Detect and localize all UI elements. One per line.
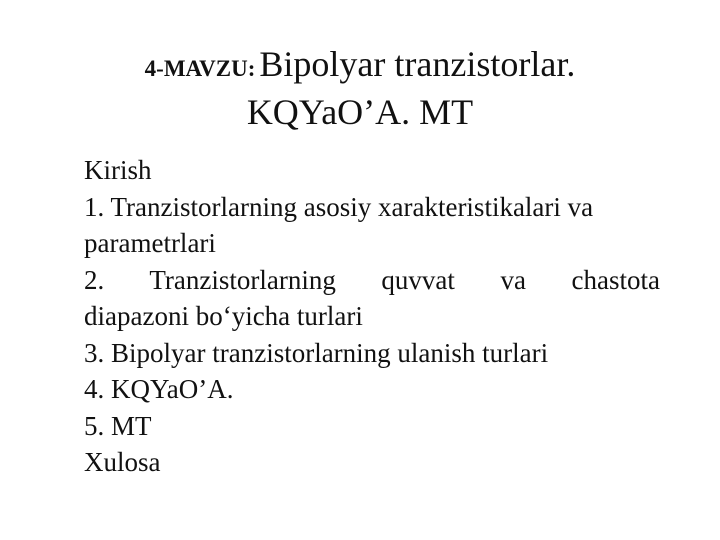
- slide-content: [84, 152, 660, 481]
- title-prefix: 4-MAVZU:: [144, 56, 256, 81]
- intro-item: Kirish: [84, 155, 152, 185]
- list-item-1-line-2: parametrlari: [84, 228, 216, 258]
- title-main: Bipolyar tranzistorlar.: [259, 44, 576, 84]
- slide-title: [0, 44, 720, 132]
- title-line-1: [0, 44, 720, 92]
- title-line-2: KQYaO’A. MT: [246, 92, 474, 132]
- list-item-2-line-1: 2. Tranzistorlarning quvvat va chastota: [84, 264, 660, 295]
- list-item-1-line-1: 1. Tranzistorlarning asosiy xarakteristikalari va: [84, 191, 594, 222]
- list-item-4: 4. KQYaO’A.: [84, 374, 234, 404]
- list-item-2-line-2: diapazoni bo‘yicha turlari: [84, 301, 363, 331]
- list-item-5: 5. MT: [84, 410, 152, 441]
- list-item-3: 3. Bipolyar tranzistorlarning ulanish turlari: [84, 337, 549, 368]
- conclusion-item: Xulosa: [84, 447, 161, 477]
